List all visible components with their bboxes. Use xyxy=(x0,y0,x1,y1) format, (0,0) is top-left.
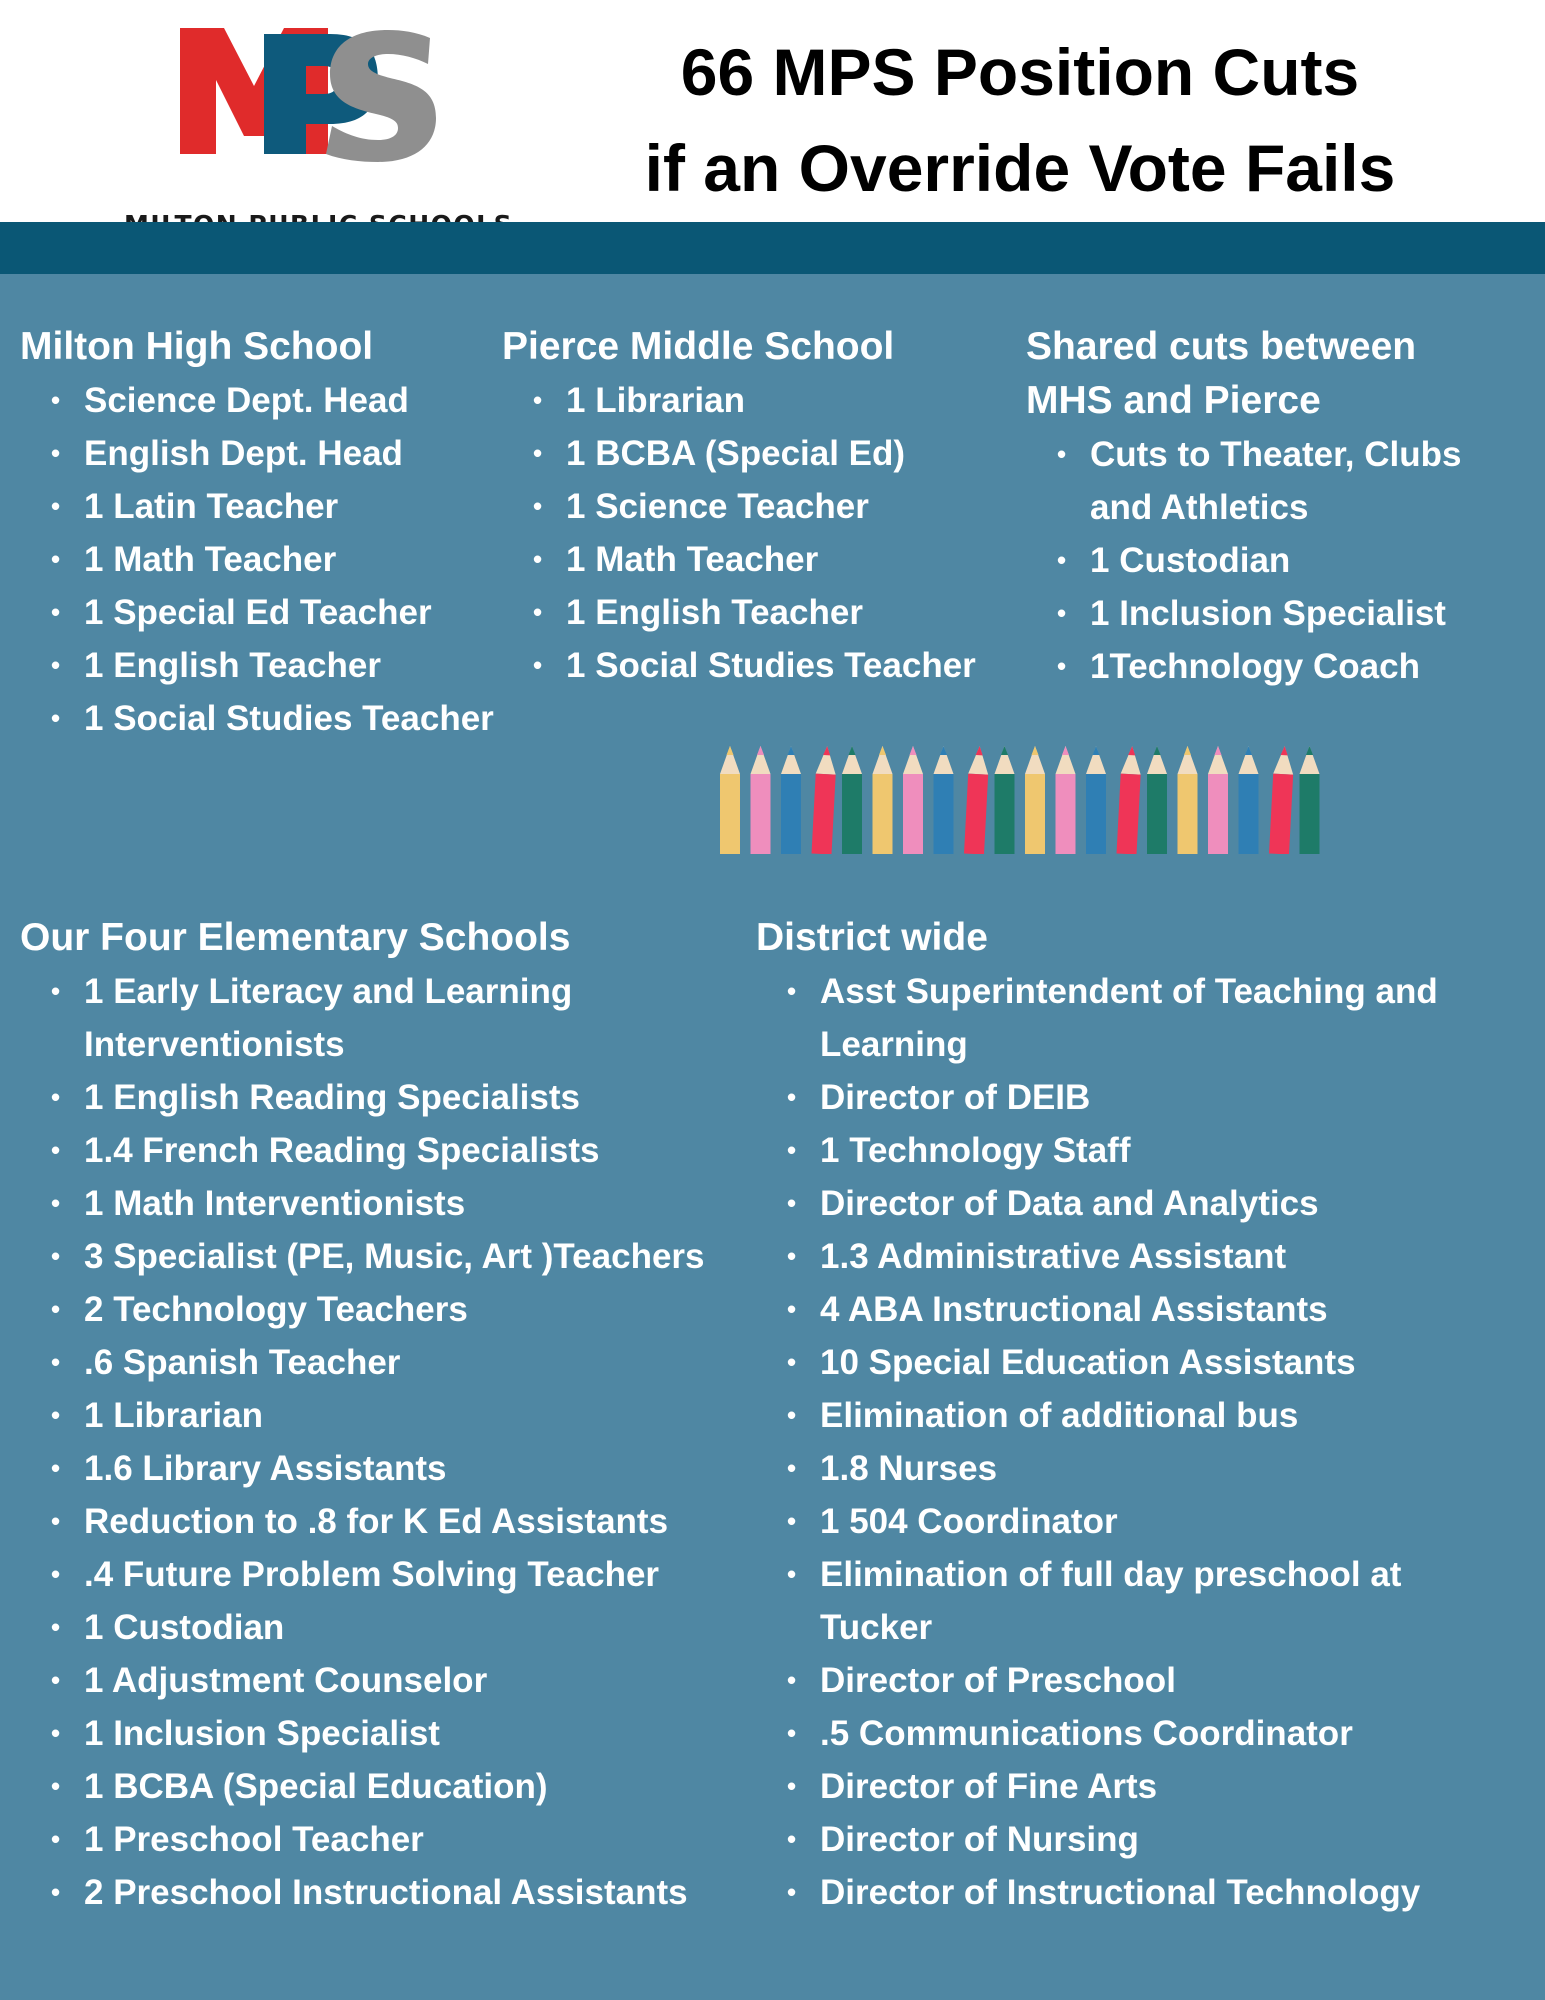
list-item: • 10 Special Education Assistants xyxy=(756,1336,1516,1389)
list-item: • 1 Custodian xyxy=(20,1601,760,1654)
pencil-icon xyxy=(842,746,862,854)
title-line-1: 66 MPS Position Cuts xyxy=(680,35,1360,109)
list-item: • 1.3 Administrative Assistant xyxy=(756,1230,1516,1283)
pencil-icon xyxy=(1117,746,1143,854)
colored-pencils-illustration xyxy=(718,744,1336,854)
list-item: • 1.8 Nurses xyxy=(756,1442,1516,1495)
main-panel xyxy=(0,274,1545,2000)
section-district-wide xyxy=(756,911,1516,1919)
list-item: • 1 Special Ed Teacher xyxy=(20,586,540,639)
section-heading: District wide xyxy=(756,916,988,959)
list-item: • English Dept. Head xyxy=(20,427,540,480)
cut-list xyxy=(20,965,760,1919)
pencil-icon xyxy=(1025,746,1045,854)
list-item: • Director of DEIB xyxy=(756,1071,1516,1124)
list-item: • Science Dept. Head xyxy=(20,374,540,427)
list-item: • Elimination of full day preschool at Tucker xyxy=(756,1548,1516,1654)
pencil-icon xyxy=(964,746,990,854)
list-item: • 4 ABA Instructional Assistants xyxy=(756,1283,1516,1336)
list-item: • Director of Data and Analytics xyxy=(756,1177,1516,1230)
pencil-icon xyxy=(1086,746,1106,854)
list-item: • Reduction to .8 for K Ed Assistants xyxy=(20,1495,760,1548)
list-item: • Director of Preschool xyxy=(756,1654,1516,1707)
list-item: • 1.4 French Reading Specialists xyxy=(20,1124,760,1177)
list-item: • 1 504 Coordinator xyxy=(756,1495,1516,1548)
list-item: • 1 English Reading Specialists xyxy=(20,1071,760,1124)
pencil-icon xyxy=(1239,746,1259,854)
list-item: • 1 Math Interventionists xyxy=(20,1177,760,1230)
pencil-icon xyxy=(873,746,893,854)
list-item: • 1 Science Teacher xyxy=(502,480,1022,533)
cut-list xyxy=(756,965,1516,1919)
mps-logo xyxy=(118,28,468,213)
mps-logo-mark xyxy=(180,28,436,162)
list-item: • 1.6 Library Assistants xyxy=(20,1442,760,1495)
section-heading: Milton High School xyxy=(20,325,374,368)
pencil-icon xyxy=(934,746,954,854)
list-item: • 1 English Teacher xyxy=(20,639,540,692)
list-item: • 1 Inclusion Specialist xyxy=(1026,587,1526,640)
list-item: • 2 Preschool Instructional Assistants xyxy=(20,1866,760,1919)
pencil-icon xyxy=(1178,746,1198,854)
list-item: • 3 Specialist (PE, Music, Art )Teachers xyxy=(20,1230,760,1283)
list-item: • 1 Technology Staff xyxy=(756,1124,1516,1177)
section-heading-line-2: MHS and Pierce xyxy=(1026,379,1321,422)
list-item: • 1 Adjustment Counselor xyxy=(20,1654,760,1707)
list-item: • 1 Social Studies Teacher xyxy=(502,639,1022,692)
pencil-icon xyxy=(1056,746,1076,854)
list-item: • 1 Inclusion Specialist xyxy=(20,1707,760,1760)
list-item: • 1 Early Literacy and Learning Interventionists xyxy=(20,965,760,1071)
section-heading-line-1: Shared cuts between xyxy=(1026,325,1417,368)
list-item: • .5 Communications Coordinator xyxy=(756,1707,1516,1760)
header-band xyxy=(0,222,1545,274)
list-item: • 1 Math Teacher xyxy=(20,533,540,586)
pencil-icon xyxy=(1208,746,1228,854)
pencil-icon xyxy=(751,746,771,854)
list-item: • 1Technology Coach xyxy=(1026,640,1526,693)
list-item: • 1 Preschool Teacher xyxy=(20,1813,760,1866)
cut-list xyxy=(1026,428,1526,693)
cut-list xyxy=(502,374,1022,692)
section-heading: Pierce Middle School xyxy=(502,325,895,368)
list-item: • Elimination of additional bus xyxy=(756,1389,1516,1442)
section-milton-high-school xyxy=(20,320,540,745)
list-item: • Director of Nursing xyxy=(756,1813,1516,1866)
pencil-icon xyxy=(995,746,1015,854)
list-item: • 1 Librarian xyxy=(502,374,1022,427)
pencil-icon xyxy=(1300,746,1320,854)
page-title xyxy=(520,24,1520,216)
pencil-icon xyxy=(720,746,740,854)
list-item: • 1 English Teacher xyxy=(502,586,1022,639)
cut-list xyxy=(20,374,540,745)
list-item: • 1 BCBA (Special Ed) xyxy=(502,427,1022,480)
list-item: • 1 Librarian xyxy=(20,1389,760,1442)
pencil-icon xyxy=(781,746,801,854)
list-item: • .4 Future Problem Solving Teacher xyxy=(20,1548,760,1601)
list-item: • 1 Social Studies Teacher xyxy=(20,692,540,745)
list-item: • Asst Superintendent of Teaching and Learning xyxy=(756,965,1516,1071)
list-item: • 1 Math Teacher xyxy=(502,533,1022,586)
list-item: • .6 Spanish Teacher xyxy=(20,1336,760,1389)
section-heading xyxy=(1026,320,1526,428)
pencil-icon xyxy=(1147,746,1167,854)
list-item: • 1 Latin Teacher xyxy=(20,480,540,533)
list-item: • 1 BCBA (Special Education) xyxy=(20,1760,760,1813)
pencil-icon xyxy=(903,746,923,854)
list-item: • 1 Custodian xyxy=(1026,534,1526,587)
section-shared-cuts xyxy=(1026,320,1526,693)
section-elementary-schools xyxy=(20,911,760,1919)
list-item: • Cuts to Theater, Clubs and Athletics xyxy=(1026,428,1526,534)
title-line-2: if an Override Vote Fails xyxy=(644,131,1396,205)
section-heading: Our Four Elementary Schools xyxy=(20,916,571,959)
list-item: • Director of Instructional Technology xyxy=(756,1866,1516,1919)
list-item: • 2 Technology Teachers xyxy=(20,1283,760,1336)
pencil-icon xyxy=(1269,746,1295,854)
pencil-icon xyxy=(812,746,838,854)
section-pierce-middle-school xyxy=(502,320,1022,692)
header xyxy=(0,0,1545,222)
list-item: • Director of Fine Arts xyxy=(756,1760,1516,1813)
